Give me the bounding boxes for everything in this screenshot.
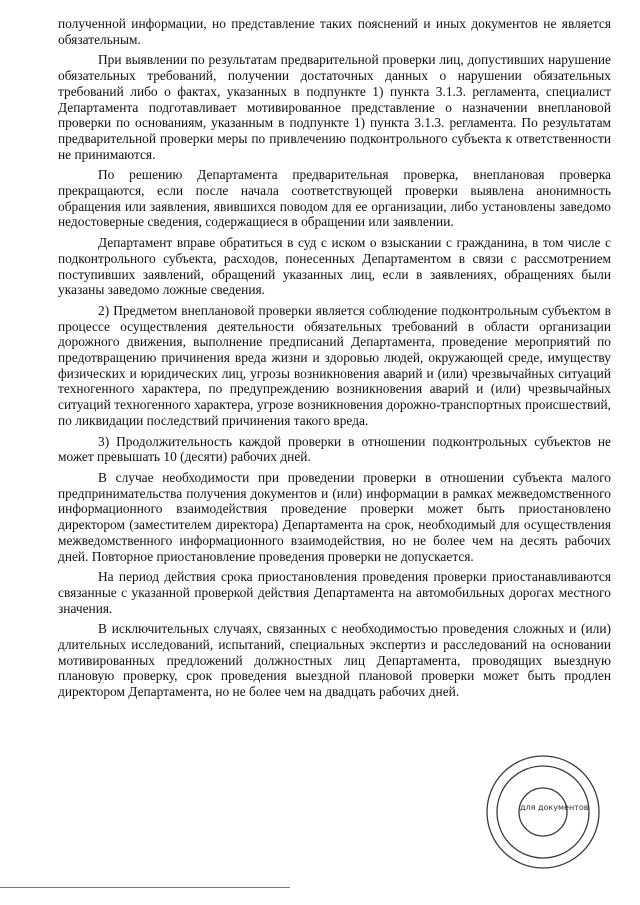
paragraph-extension: В исключительных случаях, связанных с необходимостью проведения сложных и (или) длительных исследований, испытаний, специальных экспертиз и расследований на основании мотивированных предложений должностных лиц Департамента, проводящих выездную плановую проверку, срок проведения выездной плановой проверки может быть продлен директором Департамента, но не более чем на двадцать рабочих дней. xyxy=(58,621,611,700)
paragraph-suspension: В случае необходимости при проведении проверки в отношении субъекта малого предпринимательства получения документов и (или) информации в рамках межведомственного информационного взаимодействия проведение проверки может быть приостановлено директором (заместителем директора) Департамента на срок, необходимый для осуществления межведомственного информационного взаимодействия, но не более чем на десять рабочих дней. Повторное приостановление проведения проверки не допускается. xyxy=(58,469,611,564)
bottom-rule xyxy=(0,887,290,888)
paragraph-suspension-period: На период действия срока приостановления проведения проверки приостанавливаются связанные с указанной проверкой действия Департамента на автомобильных дорогах местного значения. xyxy=(58,569,611,616)
official-stamp xyxy=(468,752,618,877)
paragraph-termination: По решению Департамента предварительная проверка, внеплановая проверка прекращаются, если после начала соответствующей проверки выявлена анонимность обращения или заявления, явившихся поводом для ее организации, либо установлены заведомо недостоверные сведения, содержащиеся в обращении или заявлении. xyxy=(58,167,611,230)
paragraph-preliminary-check: При выявлении по результатам предварительной проверки лиц, допустивших нарушение обязательных требований, получении достаточных данных о нарушении обязательных требований либо о фактах, указанных в подпункте 1) пункта 3.1.3. регламента, специалист Департамента подготавливает мотивированное представление о назначении внеплановой проверки по основаниям, указанным в подпункте 1) пункта 3.1.3. регламента. По результатам предварительной проверки меры по привлечению подконтрольного субъекта к ответственности не принимаются. xyxy=(58,52,611,162)
document-page xyxy=(58,16,611,705)
paragraph-duration: 3) Продолжительность каждой проверки в отношении подконтрольных субъектов не может превышать 10 (десяти) рабочих дней. xyxy=(58,433,611,465)
paragraph-court-claim: Департамент вправе обратиться в суд с иском о взыскании с гражданина, в том числе с подконтрольного субъекта, расходов, понесенных Департаментом в связи с рассмотрением поступивших заявлений, обращений указанных лиц, если в заявлениях, обращениях были указаны заведомо ложные сведения. xyxy=(58,235,611,298)
paragraph-continuation: полученной информации, но представление таких пояснений и иных документов не является обязательным. xyxy=(58,16,611,47)
stamp-text: для документов xyxy=(520,803,589,812)
paragraph-subject-of-check: 2) Предметом внеплановой проверки является соблюдение подконтрольным субъектом в процессе осуществления деятельности обязательных требований в области организации дорожного движения, выполнение предписаний Департамента, проведение мероприятий по предотвращению причинения вреда жизни и здоровью людей, окружающей среде, имуществу физических и юридических лиц, угрозы возникновения аварий и (или) чрезвычайных ситуаций техногенного характера, по предупреждению возникновения аварий и (или) чрезвычайных ситуаций техногенного характера, угрозе возникновения дорожно-транспортных происшествий, по ликвидации последствий причинения такого вреда. xyxy=(58,302,611,428)
